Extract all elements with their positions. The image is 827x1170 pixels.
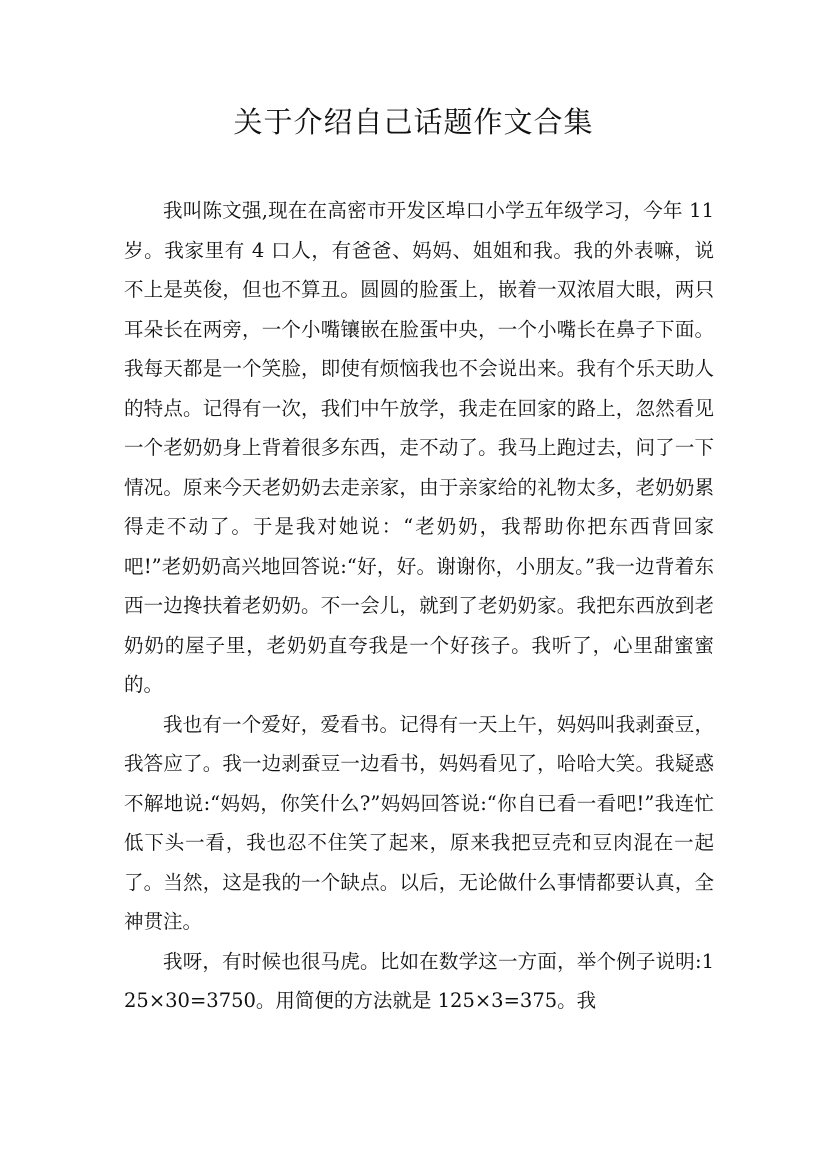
paragraph-1: 我叫陈文强,现在在高密市开发区埠口小学五年级学习，今年 11 岁。我家里有 4 口人，有爸爸、妈妈、姐姐和我。我的外表嘛，说不上是英俊，但也不算丑。圆圆的脸蛋上，嵌着一双浓眉大眼，两只耳朵长在两旁，一个小嘴镶嵌在脸蛋中央，一个小嘴长在鼻子下面。我每天都是一个笑脸，即使有烦恼我也不会说出来。我有个乐天助人的特点。记得有一次，我们中午放学，我走在回家的路上，忽然看见一个老奶奶身上背着很多东西，走不动了。我马上跑过去，问了一下情况。原来今天老奶奶去走亲家，由于亲家给的礼物太多，老奶奶累得走不动了。于是我对她说：“老奶奶，我帮助你把东西背回家吧!”老奶奶高兴地回答说:“好，好。谢谢你，小朋友。”我一边背着东西一边搀扶着老奶奶。不一会儿，就到了老奶奶家。我把东西放到老奶奶的屋子里，老奶奶直夸我是一个好孩子。我听了，心里甜蜜蜜的。 xyxy=(124,199,714,696)
document-title: 关于介绍自己话题作文合集 xyxy=(233,105,594,139)
paragraph-3: 我呀，有时候也很马虎。比如在数学这一方面，举个例子说明:125×30=3750。用简便的方法就是 125×3=375。我 xyxy=(124,949,714,1012)
paragraph-2: 我也有一个爱好，爱看书。记得有一天上午，妈妈叫我剥蚕豆，我答应了。我一边剥蚕豆一边看书，妈妈看见了，哈哈大笑。我疑惑不解地说:“妈妈，你笑什么?”妈妈回答说:“你自已看一看吧!”我连忙低下头一看，我也忍不住笑了起来，原来我把豆壳和豆肉混在一起了。当然，这是我的一个缺点。以后，无论做什么事情都要认真，全神贯注。 xyxy=(124,712,714,933)
document-body xyxy=(124,191,714,1021)
